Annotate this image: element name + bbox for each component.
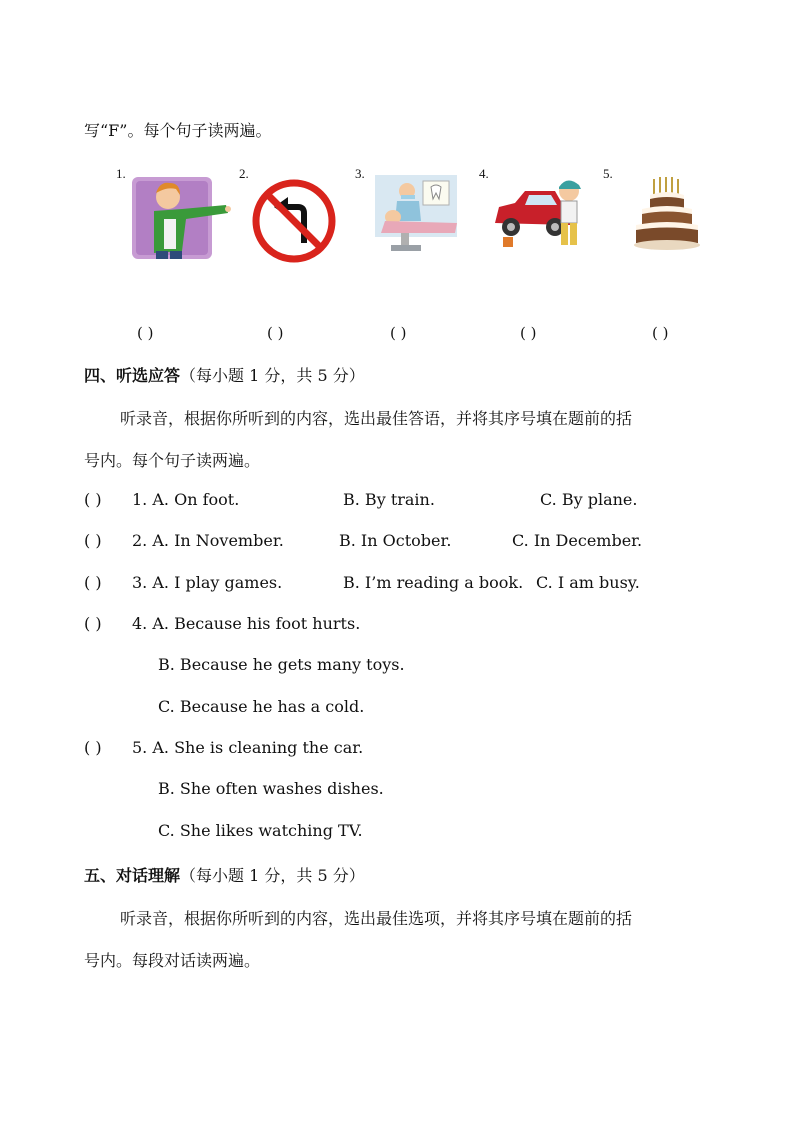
answer-paren[interactable]: ( ) <box>84 738 102 757</box>
boy-pointing-icon <box>130 175 232 261</box>
question-option-b: B. By train. <box>343 490 435 509</box>
answer-paren[interactable]: ( ) <box>84 531 102 550</box>
question-option-a: 4. A. Because his foot hurts. <box>132 614 361 633</box>
birthday-cake-icon <box>632 173 702 253</box>
instruction-tail: 写“F”。每个句子读两遍。 <box>84 121 272 140</box>
section-4-instruction: 听录音，根据你所听到的内容，选出最佳答语，并将其序号填在题前的括 <box>120 409 633 428</box>
section-5-heading <box>84 863 365 886</box>
picture-number: 5. <box>603 166 613 181</box>
question-option-c: C. By plane. <box>540 490 638 509</box>
question-option-c: C. She likes watching TV. <box>158 821 363 840</box>
question-option-b: B. I’m reading a book. <box>343 573 524 592</box>
section-title: 五、对话理解 <box>84 866 181 885</box>
answer-blank[interactable]: ( ) <box>137 324 154 342</box>
boy-washing-car-icon <box>489 173 585 253</box>
section-4-instruction: 号内。每个句子读两遍。 <box>84 451 261 470</box>
answer-blank[interactable]: ( ) <box>267 324 284 342</box>
question-option-c: C. In December. <box>512 531 643 550</box>
dentist-icon <box>371 173 461 255</box>
picture-number: 3. <box>355 166 365 181</box>
question-option-c: C. I am busy. <box>536 573 640 592</box>
question-option-b: B. She often washes dishes. <box>158 779 384 798</box>
section-score: （每小题 1 分，共 5 分） <box>180 866 365 885</box>
section-title: 四、听选应答 <box>84 366 181 385</box>
answer-paren[interactable]: ( ) <box>84 614 102 633</box>
picture-number: 2. <box>239 166 249 181</box>
question-option-b: B. Because he gets many toys. <box>158 655 405 674</box>
question-option-b: B. In October. <box>339 531 452 550</box>
question-option-c: C. Because he has a cold. <box>158 697 365 716</box>
answer-blank[interactable]: ( ) <box>520 324 537 342</box>
question-option-a: 1. A. On foot. <box>132 490 240 509</box>
question-option-a: 2. A. In November. <box>132 531 284 550</box>
no-left-turn-sign-icon <box>252 179 336 263</box>
question-option-a: 3. A. I play games. <box>132 573 283 592</box>
section-4-heading <box>84 363 365 386</box>
picture-number: 1. <box>116 166 126 181</box>
answer-paren[interactable]: ( ) <box>84 490 102 509</box>
section-5-instruction: 听录音，根据你所听到的内容，选出最佳选项，并将其序号填在题前的括 <box>120 909 633 928</box>
answer-paren[interactable]: ( ) <box>84 573 102 592</box>
answer-blank[interactable]: ( ) <box>390 324 407 342</box>
section-score: （每小题 1 分，共 5 分） <box>180 366 365 385</box>
section-5-instruction: 号内。每段对话读两遍。 <box>84 951 261 970</box>
question-option-a: 5. A. She is cleaning the car. <box>132 738 364 757</box>
answer-blank[interactable]: ( ) <box>652 324 669 342</box>
picture-number: 4. <box>479 166 489 181</box>
